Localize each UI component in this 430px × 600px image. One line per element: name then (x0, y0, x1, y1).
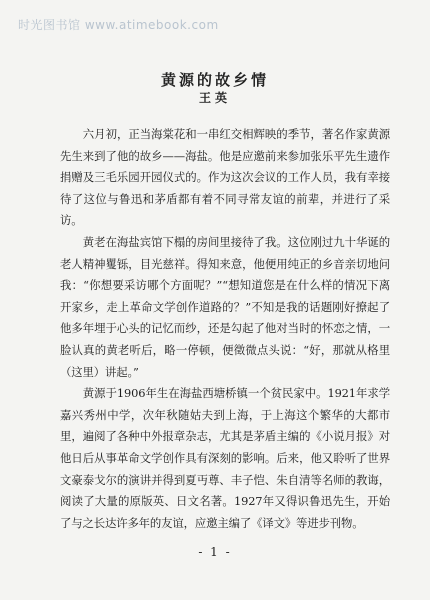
paragraph-1: 六月初，正当海棠花和一串红交相辉映的季节，著名作家黄源先生来到了他的故乡——海盐。他是应邀前来参加张乐平先生遗作捐赠及三毛乐园开园仪式的。作为这次会议的工作人员，我有幸接待了这位与鲁迅和茅盾都有着不同寻常友谊的前辈，并进行了采访。 (60, 127, 390, 228)
article-body (60, 124, 390, 534)
paragraph-3: 黄源于1906年生在海盐西塘桥镇一个贫民家中。1921年求学嘉兴秀州中学，次年秋随姑夫到上海，于上海这个繁华的大都市里，遍阅了各种中外报章杂志，尤其是茅盾主编的《小说月报》对他日后从事革命文学创作具有深刻的影响。后来，他又聆听了世界文豪泰戈尔的演讲并得到夏丏尊、丰子恺、朱自清等名师的教诲，阅读了大量的原版英、日文名著。1927年又得识鲁迅先生，开始了与之长达许多年的友谊，应邀主编了《译文》等进步刊物。 (60, 386, 390, 530)
site-watermark: 时光图书馆 www.atimebook.com (18, 18, 219, 32)
article-title: 黄源的故乡情 (160, 71, 269, 89)
page-number: - 1 - (198, 545, 232, 559)
article-author: 王英 (198, 91, 231, 105)
paragraph-2: 黄老在海盐宾馆下榻的房间里接待了我。这位刚过九十华诞的老人精神矍铄，目光慈祥。得知来意，他便用纯正的乡音亲切地问我：“你想要采访哪个方面呢？”“想知道您是在什么样的情况下离开家乡，走上革命文学创作道路的？”不知是我的话题刚好撩起了他多年埋于心头的记忆而纱，还是勾起了他对当时的怀恋之情，一脸认真的黄老听后，略一停顿，便徵微点头说：“好，那就从格里（这里）讲起。” (60, 234, 390, 379)
